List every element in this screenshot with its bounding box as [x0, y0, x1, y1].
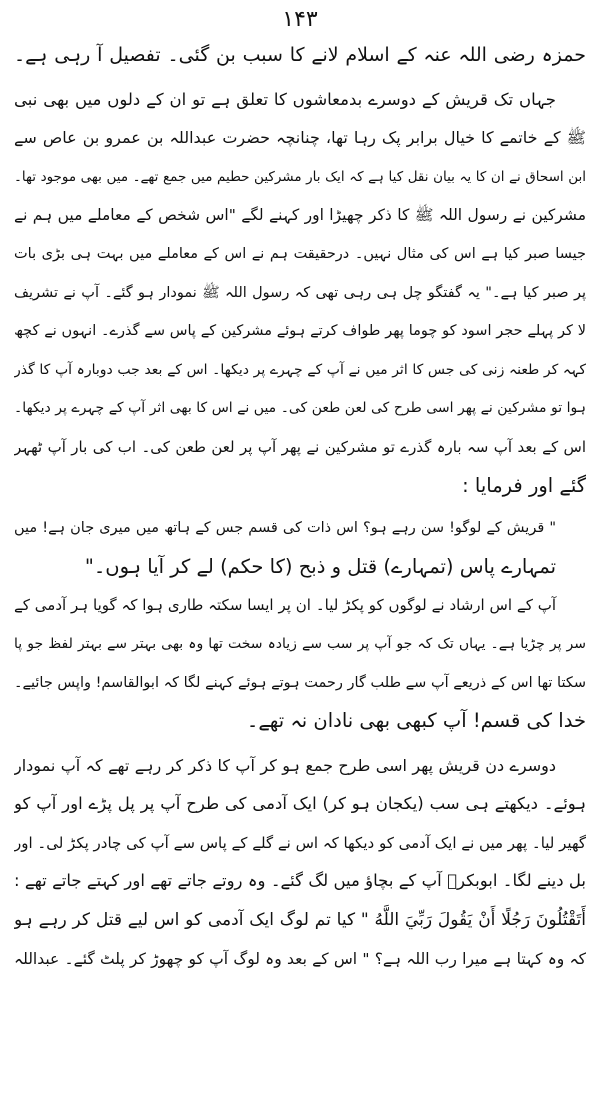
text-line: ہوا تو مشرکین نے پھر اسی طرح کی لعن طعن کی۔ میں نے اس کا بھی اثر آپ کے چہرے پر دیکھا۔	[14, 400, 586, 417]
text-line: آپ کے اس ارشاد نے لوگوں کو پکڑ لیا۔ ان پر ایسا سکتہ طاری ہوا کہ گویا ہر آدمی کے	[14, 596, 556, 615]
text-line: جہاں تک قریش کے دوسرے بدمعاشوں کا تعلق ہے تو ان کے دلوں میں بھی نبی	[14, 89, 556, 109]
text-line: گھیر لیا۔ پھر میں نے ایک آدمی کو دیکھا کہ اس نے گلے کے پاس سے آپ کی چادر پکڑ لی۔ اور	[14, 833, 586, 852]
quote-line: " قریش کے لوگو! سن رہے ہو؟ اس ذات کی قسم جس کے ہاتھ میں میری جان ہے! میں	[14, 520, 556, 537]
page-number: ۱۴۳	[282, 7, 318, 32]
text-line: پر صبر کیا ہے۔" یہ گفتگو چل ہی رہی تھی کہ رسول اللہ ﷺ نمودار ہو گئے۔ آپ نے تشریف	[14, 284, 586, 301]
text-line: أَتَقْتُلُونَ رَجُلًا أَنْ يَقُولَ رَبِّيَ اللَّهُ " کیا تم لوگ ایک آدمی کو اس لیے قتل کر رہے ہو	[14, 910, 586, 931]
text-line: خدا کی قسم! آپ کبھی بھی نادان نہ تھے۔	[246, 709, 586, 733]
text-line: گئے اور فرمایا :	[462, 473, 586, 497]
text-line: اس کے بعد آپ سہ بارہ گذرے تو مشرکین نے پھر آپ پر لعن طعن کی۔ اب کی بار آپ ٹھہر	[14, 437, 586, 456]
text-line: بل دینے لگا۔ ابوبکرؓ آپ کے بچاؤ میں لگ گئے۔ وہ روتے جاتے تھے اور کہتے جاتے تھے :	[14, 871, 586, 891]
text-line: سر پر چڑیا ہے۔ یہاں تک کہ جو آپ پر سب سے زیادہ سخت تھا وہ بھی بہتر سے بہتر لفظ جو پا	[14, 635, 586, 652]
text-line: ہوئے۔ دیکھتے ہی سب (یکجان ہو کر) ایک آدمی کی طرح آپ پر پل پڑے اور آپ کو	[14, 794, 586, 814]
text-line: کہہ کر طعنہ زنی کی جس کا اثر میں نے آپ کے چہرے پر دیکھا۔ اس کے بعد جب دوبارہ آپ کا گذر	[14, 361, 586, 378]
text-line: مشرکین نے رسول اللہ ﷺ کا ذکر چھیڑا اور کہنے لگے "اس شخص کے معاملے میں ہم نے	[14, 206, 586, 225]
text-line: حمزہ رضی اللہ عنہ کے اسلام لانے کا سبب بن گئی۔ تفصیل آ رہی ہے۔	[14, 44, 586, 66]
body-text	[14, 36, 586, 978]
text-line: جیسا صبر کیا ہے اس کی مثال نہیں۔ درحقیقت ہم نے اس کے معاملے میں بہت ہی بڑی بات	[14, 245, 586, 262]
text-line: دوسرے دن قریش پھر اسی طرح جمع ہو کر آپ کا ذکر کر رہے تھے کہ آپ نمودار	[14, 755, 556, 775]
text-line: ﷺ کے خاتمے کا خیال برابر پک رہا تھا، چنانچہ حضرت عبداللہ بن عمرو بن عاص سے	[14, 128, 586, 148]
text-line: لا کر پہلے حجر اسود کو چوما پھر طواف کرتے ہوئے مشرکین کے پاس سے گذرے۔ انہوں نے کچھ	[14, 323, 586, 340]
quote-line: تمہارے پاس (تمہارے) قتل و ذبح (کا حکم) لے کر آیا ہوں۔"	[84, 554, 556, 578]
text-line: سکتا تھا اس کے ذریعے آپ سے طلب گار رحمت ہوتے ہوئے کہنے لگا کہ ابوالقاسم! واپس جائیے۔	[14, 674, 586, 691]
text-line: ابن اسحاق نے ان کا یہ بیان نقل کیا ہے کہ ایک بار مشرکین حطیم میں جمع تھے۔ میں بھی موجود تھا۔	[14, 168, 586, 185]
text-line: کہ وہ کہتا ہے میرا رب اللہ ہے؟ " اس کے بعد وہ لوگ آپ کو چھوڑ کر پلٹ گئے۔ عبداللہ	[14, 949, 586, 968]
